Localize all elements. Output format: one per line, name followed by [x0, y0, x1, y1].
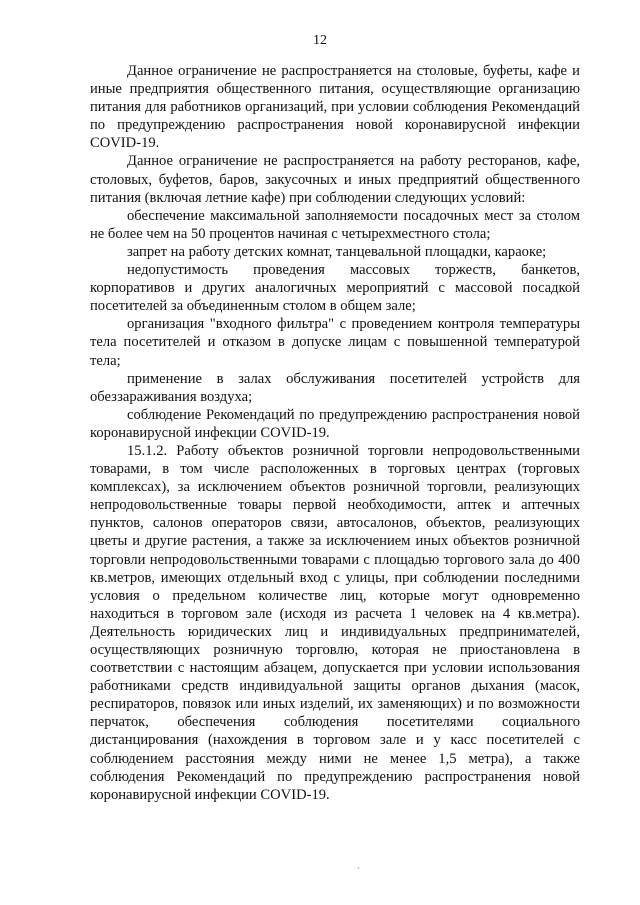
paragraph-condition-entry-filter: организация "входного фильтра" с проведением контроля температуры тела посетителей и отказом в допуске лицам с повышенной температурой тела; — [90, 316, 580, 369]
paragraph-condition-mass-events: недопустимость проведения массовых торжеств, банкетов, корпоративов и других аналогичных мероприятий с массовой посадкой посетителей за объединенным столом в общем зале; — [90, 262, 580, 315]
paragraph-condition-air-disinfection: применение в залах обслуживания посетителей устройств для обеззараживания воздуха; — [90, 370, 580, 405]
paragraph-canteen-exception: Данное ограничение не распространяется на столовые, буфеты, кафе и иные предприятия общественного питания, осуществляющие организацию питания для работников организаций, при условии соблюдения Рекомендаций по предупреждению распространения новой коронавирусной инфекции COVID-19. — [90, 63, 580, 152]
paragraph-condition-seating: обеспечение максимальной заполняемости посадочных мест за столом не более чем на 50 процентов начиная с четырехместного стола; — [90, 207, 580, 242]
footer-mark: ´ — [357, 866, 360, 876]
paragraph-condition-kids-rooms: запрет на работу детских комнат, танцевальной площадки, караоке; — [127, 243, 547, 260]
document-body — [90, 62, 580, 804]
paragraph-restaurant-exception: Данное ограничение не распространяется на работу ресторанов, кафе, столовых, буфетов, баров, закусочных и иных предприятий общественного питания (включая летние кафе) при соблюдении следующих условий: — [90, 153, 580, 206]
page-number: 12 — [313, 33, 327, 48]
paragraph-condition-recommendations: соблюдение Рекомендаций по предупреждению распространения новой коронавирусной инфекции COVID-19. — [90, 406, 580, 441]
paragraph-15-1-2-retail: 15.1.2. Работу объектов розничной торговли непродовольственными товарами, в том числе расположенных в торговых центрах (торговых комплексах), за исключением объектов розничной торговли, реализующих непродовольственные товары первой необходимости, аптек и аптечных пунктов, салонов операторов связи, автосалонов, объектов, реализующих цветы и другие растения, а также за исключением иных объектов розничной торговли непродовольственными товарами с площадью торгового зала до 400 кв.метров, имеющих отдельный вход с улицы, при соблюдении последними условия о предельном количестве лиц, которые могут одновременно находиться в торговом зале (исходя из расчета 1 человек на 4 кв.метра). Деятельность юридических лиц и индивидуальных предпринимателей, осуществляющих розничную торговлю, которая не приостановлена в соответствии с настоящим абзацем, допускается при условии использования работниками средств индивидуальной защиты органов дыхания (масок, респираторов, повязок или иных изделий, их заменяющих) и по возможности перчаток, обеспечения соблюдения посетителями социального дистанцирования (нахождения в торговом зале и у касс посетителей с соблюдением расстояния между ними не менее 1,5 метра), а также соблюдения Рекомендаций по предупреждению распространения новой коронавирусной инфекции COVID-19. — [90, 442, 580, 803]
